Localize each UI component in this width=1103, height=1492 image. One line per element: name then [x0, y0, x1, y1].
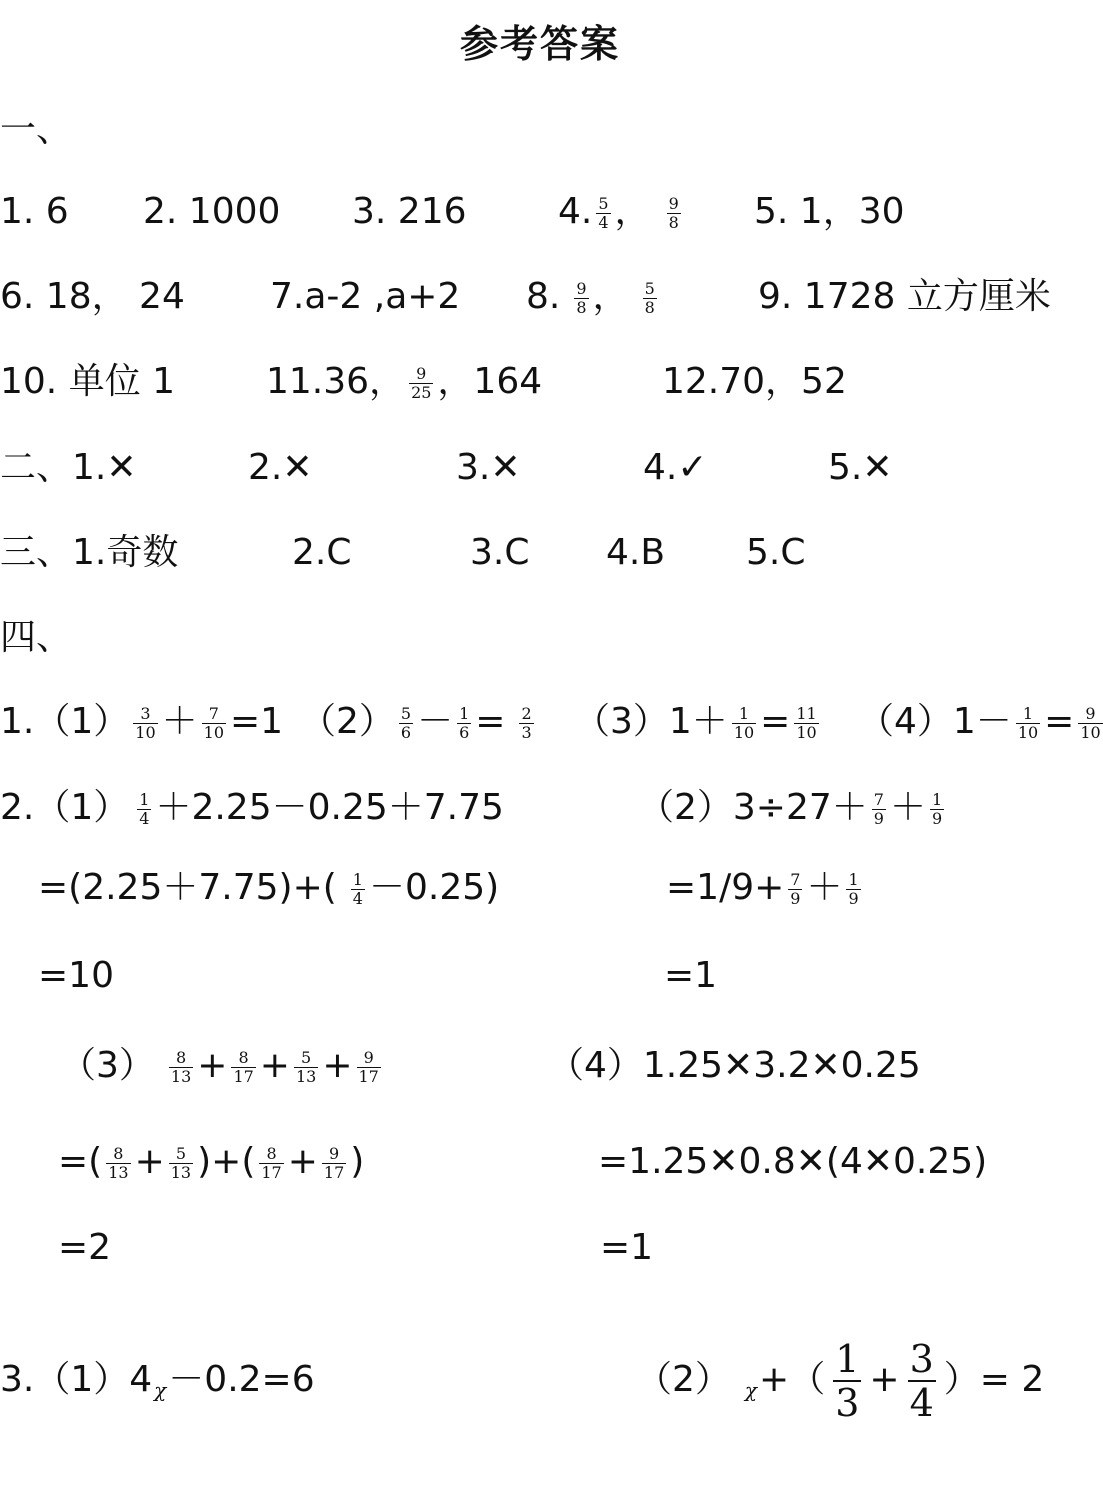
s1-q12: 12.70，52 [662, 361, 847, 402]
s4-p2-d-step2: =1 [600, 1227, 654, 1268]
s3-q4: 4.B [606, 532, 666, 573]
s1-q6: 6. 18， 24 [0, 276, 185, 317]
s4-p1-a: 1.（1） $\frac{3}{10}$ ＋ $\frac{7}{10}$ =1 [0, 701, 284, 742]
variable-x: χ [154, 1378, 167, 1402]
fraction: $\frac{1}{9}$ [848, 869, 859, 908]
s4-p2-b-step2: =1 [664, 955, 718, 996]
s4-p2-a-step1: =(2.25＋7.75)+( $\frac{1}{4}$ －0.25) [38, 867, 500, 908]
s1-q5: 5. 1，30 [754, 191, 905, 232]
s2-q3: 3.✕ [456, 447, 521, 488]
s4-p2-a-step2: =10 [38, 955, 114, 996]
s4-p1-c: （3）1＋ $\frac{1}{10}$ = $\frac{11}{10}$ [574, 701, 817, 742]
s3-q3: 3.C [470, 532, 530, 573]
fraction: $\frac{9}{10}$ [1080, 703, 1101, 742]
s4-p2-b-step1: =1/9+ $\frac{7}{9}$ ＋ $\frac{1}{9}$ [666, 867, 859, 908]
s1-q11: 11.36， $\frac{9}{25}$ ，164 [266, 361, 543, 402]
fraction: $\frac{1}{4}$ [352, 869, 363, 908]
fraction: $\frac{3}{10}$ [135, 703, 156, 742]
fraction: $\frac{1}{6}$ [459, 703, 470, 742]
s2-q4: 4.✓ [643, 447, 708, 488]
s1-q8: 8. $\frac{9}{8}$ ， $\frac{5}{8}$ [526, 276, 655, 317]
s1-q1: 1. 6 [0, 191, 69, 232]
s4-p1-b: （2） $\frac{5}{6}$ － $\frac{1}{6}$ = $\frac{2}{3}$ [300, 701, 532, 742]
s1-q3: 3. 216 [352, 191, 467, 232]
fraction: $\frac{1}{3}$ [835, 1337, 860, 1425]
fraction: $\frac{5}{13}$ [295, 1047, 317, 1086]
s4-p2-c-step1: =( $\frac{8}{13}$ + $\frac{5}{13}$ )+( $\frac{8}{17}$ + $\frac{9}{17}$ ) [58, 1141, 365, 1182]
fraction: $\frac{9}{25}$ [411, 363, 432, 402]
fraction: $\frac{9}{17}$ [358, 1047, 379, 1086]
s2-q5: 5.✕ [828, 447, 893, 488]
s4-p3-b: （2） χ+（ $\frac{1}{3}$ + $\frac{3}{4}$ ）= 2 [636, 1337, 1045, 1425]
fraction: $\frac{8}{17}$ [261, 1143, 282, 1182]
fraction: $\frac{3}{4}$ [909, 1337, 934, 1425]
s1-q2: 2. 1000 [143, 191, 281, 232]
s4-p2-d-step1: =1.25✕0.8✕(4✕0.25) [598, 1141, 988, 1182]
section1-header: 一、 [0, 109, 73, 150]
fraction: $\frac{2}{3}$ [521, 703, 532, 742]
page-title: 参考答案 [459, 22, 620, 66]
fraction: $\frac{7}{9}$ [790, 869, 801, 908]
s4-p2-c-step2: =2 [58, 1227, 112, 1268]
section4-header: 四、 [0, 617, 73, 658]
s1-q7: 7.a-2 ,a+2 [270, 276, 461, 317]
variable-x: χ [744, 1378, 758, 1402]
fraction: $\frac{9}{8}$ [668, 193, 679, 232]
fraction: $\frac{1}{4}$ [139, 789, 150, 828]
fraction: $\frac{1}{9}$ [932, 789, 943, 828]
s4-p3-a: 3.（1）4 χ－0.2=6 [0, 1359, 315, 1402]
s3-q5: 5.C [746, 532, 806, 573]
fraction: $\frac{9}{8}$ [576, 278, 587, 317]
fraction: $\frac{5}{4}$ [598, 193, 609, 232]
s1-q9: 9. 1728 立方厘米 [758, 276, 1051, 317]
s4-p1-d: （4）1－ $\frac{1}{10}$ = $\frac{9}{10}$ [858, 701, 1101, 742]
s2-q2: 2.✕ [248, 447, 313, 488]
fraction: $\frac{7}{9}$ [873, 789, 884, 828]
fraction: $\frac{5}{6}$ [400, 703, 412, 742]
s4-p2-d: （4）1.25✕3.2✕0.25 [548, 1045, 921, 1086]
s3-q2: 2.C [292, 532, 352, 573]
fraction: $\frac{8}{13}$ [108, 1143, 129, 1182]
s2-q1: 二、1.✕ [0, 447, 137, 488]
fraction: $\frac{1}{10}$ [733, 703, 755, 742]
fraction: $\frac{11}{10}$ [796, 703, 817, 742]
fraction: $\frac{9}{17}$ [323, 1143, 345, 1182]
s1-q10: 10. 单位 1 [0, 361, 176, 402]
fraction: $\frac{5}{13}$ [170, 1143, 192, 1182]
s4-p2-a: 2.（1） $\frac{1}{4}$ ＋2.25－0.25＋7.75 [0, 787, 504, 828]
fraction: $\frac{8}{13}$ [170, 1047, 192, 1086]
fraction: $\frac{7}{10}$ [203, 703, 224, 742]
s4-p2-c: （3） $\frac{8}{13}$ + $\frac{8}{17}$ + $\frac{5}{13}$ + $\frac{9}{17}$ [60, 1045, 379, 1086]
s1-q4: 4. $\frac{5}{4}$ ， $\frac{9}{8}$ [558, 191, 679, 232]
s3-q1: 三、1.奇数 [0, 532, 179, 573]
fraction: $\frac{1}{10}$ [1017, 703, 1039, 742]
fraction: $\frac{8}{17}$ [233, 1047, 254, 1086]
fraction: $\frac{5}{8}$ [644, 278, 655, 317]
s4-p2-b: （2）3÷27＋ $\frac{7}{9}$ ＋ $\frac{1}{9}$ [638, 787, 943, 828]
